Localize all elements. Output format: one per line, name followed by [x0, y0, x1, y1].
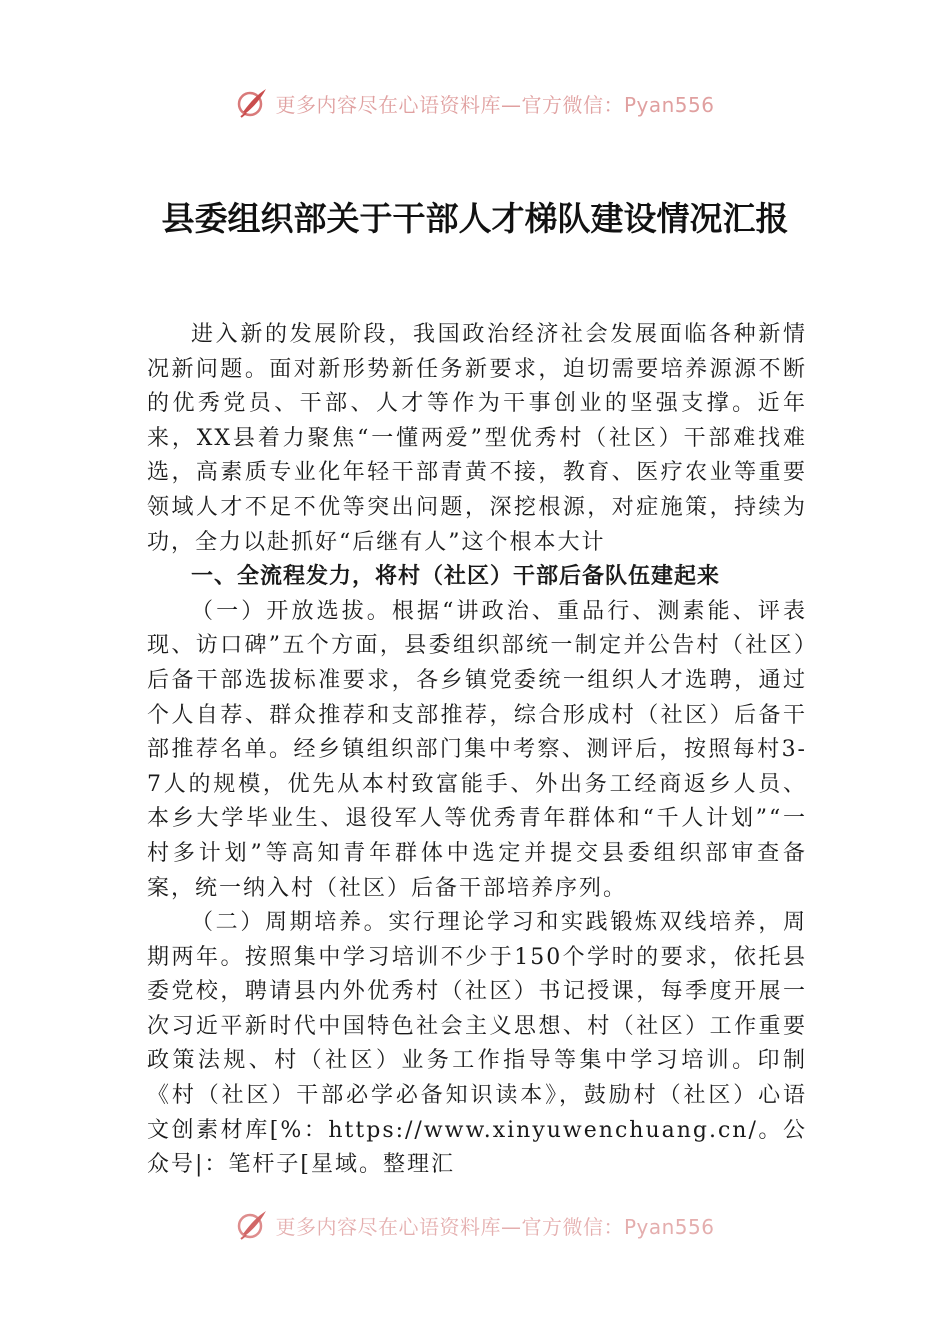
feather-logo-icon [235, 1208, 269, 1242]
section-heading-1: 一、全流程发力，将村（社区）干部后备队伍建起来 [191, 564, 721, 590]
paragraph-open-selection: （一）开放选拔。根据“讲政治、重品行、测素能、评表现、访口碑”五个方面，县委组织部统一制定并公告村（社区）后备干部选拔标准要求，各乡镇党委统一组织人才选聘，通过个人自荐、群众推荐和支部推荐，综合形成村（社区）后备干部推荐名单。经乡镇组织部门集中考察、测评后，按照每村3-7人的规模，优先从本村致富能手、外出务工经商返乡人员、本乡大学毕业生、退役军人等优秀青年群体和“千人计划”“一村多计划”等高知青年群体中选定并提交县委组织部审查备案，统一纳入村（社区）后备干部培养序列。 [147, 598, 807, 901]
paragraph-intro: 进入新的发展阶段，我国政治经济社会发展面临各种新情况新问题。面对新形势新任务新要求，迫切需要培养源源不断的优秀党员、干部、人才等作为干事创业的坚强支撑。近年来，XX县着力聚焦“一懂两爱”型优秀村（社区）干部难找难选，高素质专业化年轻干部青黄不接，教育、医疗农业等重要领域人才不足不优等突出问题，深挖根源，对症施策，持续为功，全力以赴抓好“后继有人”这个根本大计 [147, 322, 807, 555]
document-body [147, 318, 807, 1183]
watermark-header [0, 86, 950, 120]
watermark-text: 更多内容尽在心语资料库—官方微信：Pyan556 [275, 92, 715, 117]
document-title: 县委组织部关于干部人才梯队建设情况汇报 [161, 199, 789, 238]
paragraph-periodic-training: （二）周期培养。实行理论学习和实践锻炼双线培养，周期两年。按照集中学习培训不少于150个学时的要求，依托县委党校，聘请县内外优秀村（社区）书记授课，每季度开展一次习近平新时代中国特色社会主义思想、村（社区）工作重要政策法规、村（社区）业务工作指导等集中学习培训。印制《村（社区）干部必学必备知识读本》，鼓励村（社区）心语文创素材库[%：https://www.xinyuwenchuang.cn/。公众号|：笔杆子[星域。整理汇 [147, 910, 807, 1178]
feather-logo-icon [235, 86, 269, 120]
watermark-footer [0, 1208, 950, 1242]
watermark-text: 更多内容尽在心语资料库—官方微信：Pyan556 [275, 1214, 715, 1239]
